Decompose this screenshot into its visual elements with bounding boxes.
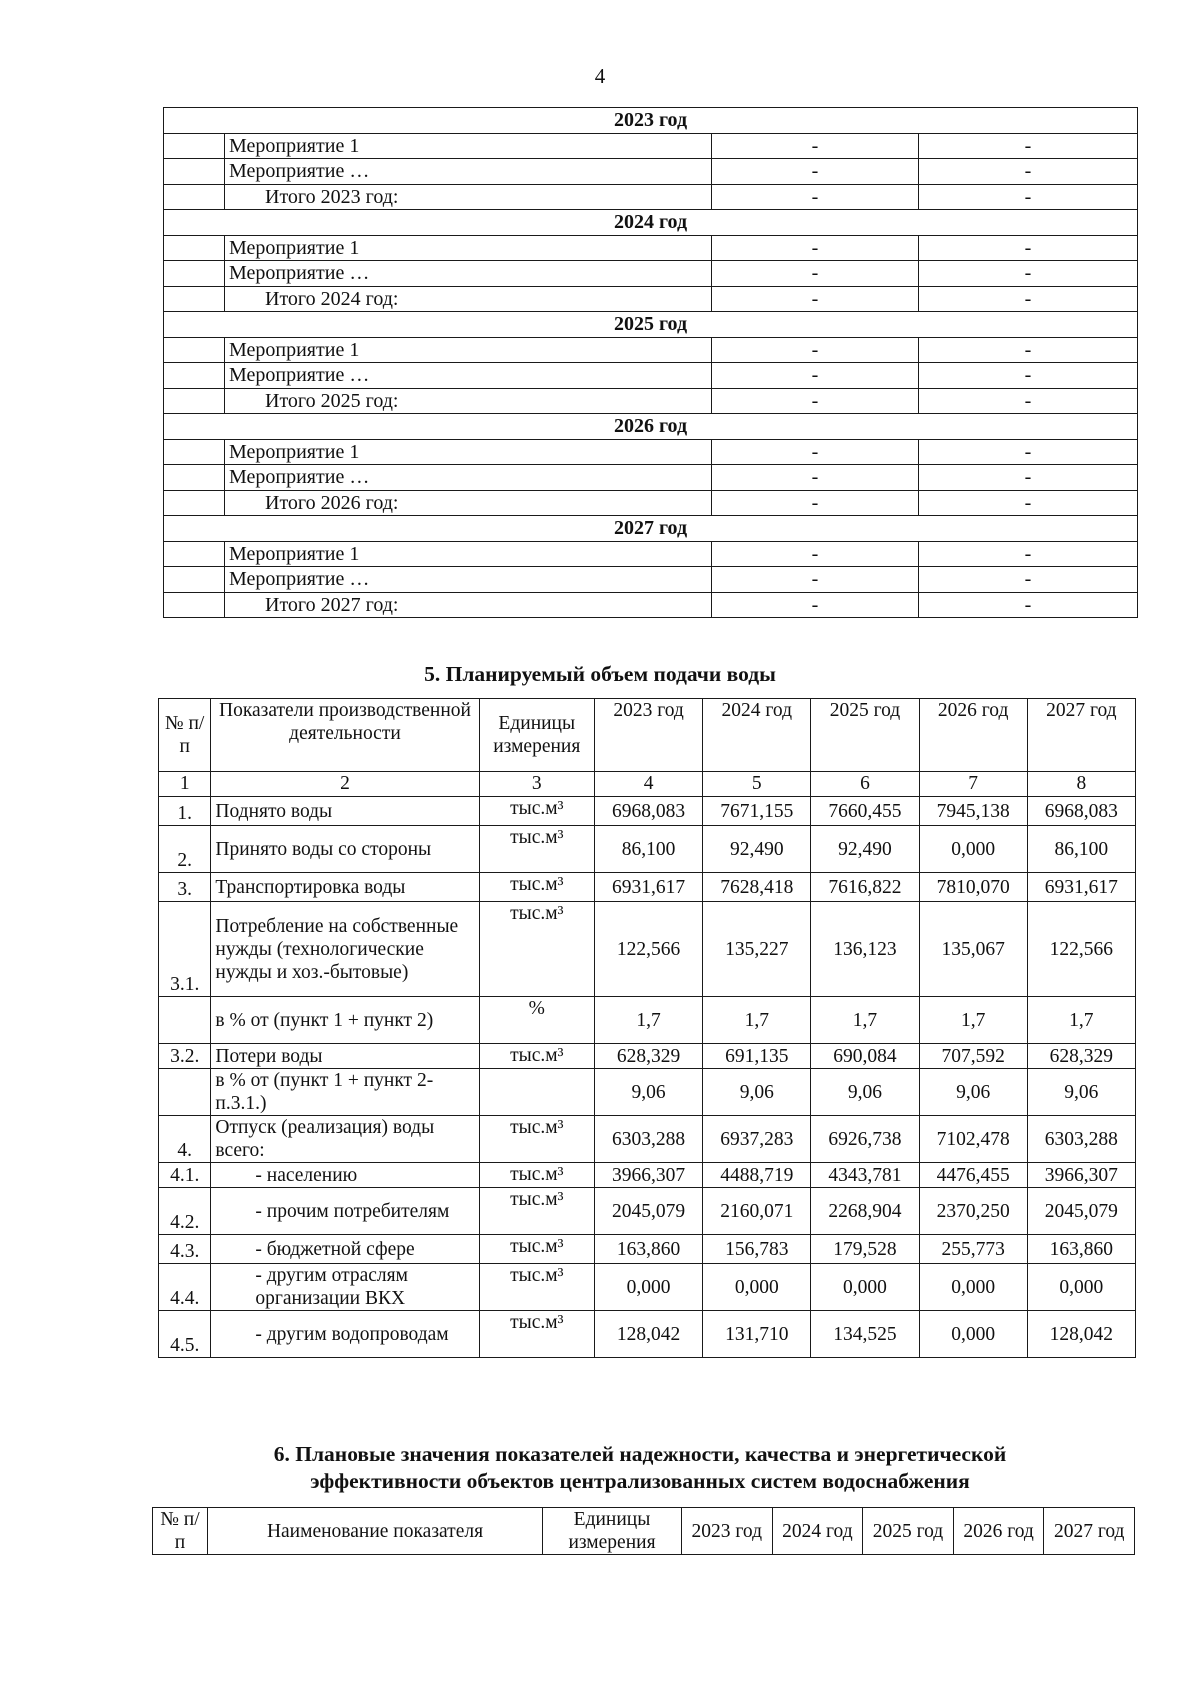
value-cell: 6303,288 — [594, 1116, 702, 1163]
column-index: 4 — [594, 772, 702, 797]
page-number: 4 — [594, 64, 606, 88]
year-title: 2026 год — [164, 414, 1138, 440]
year-header-row — [164, 210, 1138, 236]
value-cell: - — [919, 159, 1138, 185]
measure-name: Мероприятие … — [225, 261, 712, 287]
year-header-row — [164, 414, 1138, 440]
section-6-title-line2: эффективности объектов централизованных систем водоснабжения — [310, 1469, 970, 1493]
value-cell: 2370,250 — [919, 1188, 1027, 1235]
table-row — [159, 1264, 1136, 1311]
year-header-row — [164, 312, 1138, 338]
row-number-cell — [164, 490, 225, 516]
measure-name: Мероприятие 1 — [225, 439, 712, 465]
total-label: Итого 2023 год: — [225, 184, 712, 210]
row-number — [159, 997, 211, 1044]
value-cell: - — [712, 286, 919, 312]
value-cell: 690,084 — [811, 1044, 919, 1069]
value-cell: 1,7 — [811, 997, 919, 1044]
value-cell: 4343,781 — [811, 1163, 919, 1188]
unit-cell: тыс.м³ — [479, 902, 594, 997]
value-cell: - — [919, 337, 1138, 363]
value-cell: 0,000 — [703, 1264, 811, 1311]
table-row — [159, 997, 1136, 1044]
indicator-name: - прочим потребителям — [211, 1188, 479, 1235]
header-year: 2023 год — [594, 699, 702, 772]
unit-cell: тыс.м³ — [479, 1188, 594, 1235]
row-number-cell — [164, 337, 225, 363]
row-number: 2. — [159, 826, 211, 873]
table-row — [164, 592, 1138, 618]
value-cell: 156,783 — [703, 1235, 811, 1264]
header-year: 2026 год — [919, 699, 1027, 772]
value-cell: 136,123 — [811, 902, 919, 997]
value-cell: - — [919, 133, 1138, 159]
measure-name: Мероприятие 1 — [225, 541, 712, 567]
value-cell: 0,000 — [1027, 1264, 1135, 1311]
value-cell: - — [712, 184, 919, 210]
value-cell: 3966,307 — [594, 1163, 702, 1188]
value-cell: 9,06 — [811, 1069, 919, 1116]
year-title: 2023 год — [164, 108, 1138, 134]
unit-cell: тыс.м³ — [479, 797, 594, 826]
column-index: 6 — [811, 772, 919, 797]
value-cell: 128,042 — [1027, 1311, 1135, 1358]
header-year: 2027 год — [1027, 699, 1135, 772]
value-cell: 6931,617 — [594, 873, 702, 902]
table-row — [159, 797, 1136, 826]
table-row — [159, 1163, 1136, 1188]
indicator-name: - другим отраслям организации ВКХ — [211, 1264, 479, 1311]
row-number: 3.1. — [159, 902, 211, 997]
indicator-name: - другим водопроводам — [211, 1311, 479, 1358]
header-year: 2024 год — [703, 699, 811, 772]
value-cell: 6303,288 — [1027, 1116, 1135, 1163]
row-number-cell — [164, 541, 225, 567]
water-supply-table — [158, 698, 1136, 1358]
value-cell: 163,860 — [1027, 1235, 1135, 1264]
indicator-name: - населению — [211, 1163, 479, 1188]
column-index: 1 — [159, 772, 211, 797]
value-cell: 7616,822 — [811, 873, 919, 902]
row-number-cell — [164, 363, 225, 389]
value-cell: 86,100 — [594, 826, 702, 873]
table-row — [164, 490, 1138, 516]
value-cell: 2045,079 — [1027, 1188, 1135, 1235]
header-unit: Единицы измерения — [479, 699, 594, 772]
value-cell: 122,566 — [594, 902, 702, 997]
section-6-title-line1: 6. Плановые значения показателей надежности, качества и энергетической — [273, 1442, 1007, 1466]
value-cell: - — [712, 592, 919, 618]
value-cell: - — [919, 439, 1138, 465]
value-cell: - — [919, 261, 1138, 287]
row-number — [159, 1069, 211, 1116]
value-cell: 179,528 — [811, 1235, 919, 1264]
header-name: Наименование показателя — [208, 1508, 543, 1555]
value-cell: 6931,617 — [1027, 873, 1135, 902]
row-number-cell — [164, 235, 225, 261]
value-cell: - — [712, 541, 919, 567]
table-header-row — [159, 699, 1136, 772]
total-label: Итого 2024 год: — [225, 286, 712, 312]
table-row — [164, 184, 1138, 210]
row-number: 4.1. — [159, 1163, 211, 1188]
year-title: 2027 год — [164, 516, 1138, 542]
table-row — [159, 1044, 1136, 1069]
table-row — [164, 567, 1138, 593]
row-number-cell — [164, 261, 225, 287]
row-number-cell — [164, 388, 225, 414]
measure-name: Мероприятие 1 — [225, 133, 712, 159]
header-year: 2027 год — [1044, 1508, 1135, 1555]
column-index: 5 — [703, 772, 811, 797]
table-row — [164, 159, 1138, 185]
value-cell: 7810,070 — [919, 873, 1027, 902]
value-cell: - — [712, 337, 919, 363]
year-header-row — [164, 516, 1138, 542]
measure-name: Мероприятие … — [225, 159, 712, 185]
value-cell: 163,860 — [594, 1235, 702, 1264]
table-row — [164, 261, 1138, 287]
value-cell: 9,06 — [594, 1069, 702, 1116]
unit-cell: тыс.м³ — [479, 1163, 594, 1188]
table-row — [164, 439, 1138, 465]
table-row — [164, 363, 1138, 389]
measure-name: Мероприятие 1 — [225, 337, 712, 363]
table-row — [159, 902, 1136, 997]
unit-cell: тыс.м³ — [479, 1311, 594, 1358]
value-cell: 628,329 — [1027, 1044, 1135, 1069]
value-cell: 6926,738 — [811, 1116, 919, 1163]
value-cell: 7660,455 — [811, 797, 919, 826]
value-cell: 691,135 — [703, 1044, 811, 1069]
table-row — [164, 133, 1138, 159]
value-cell: 3966,307 — [1027, 1163, 1135, 1188]
value-cell: 0,000 — [919, 1311, 1027, 1358]
indicator-name: Потери воды — [211, 1044, 479, 1069]
section-5-title: 5. Планируемый объем подачи воды — [424, 662, 776, 686]
header-num: № п/п — [153, 1508, 208, 1555]
column-index: 8 — [1027, 772, 1135, 797]
row-number: 4.3. — [159, 1235, 211, 1264]
value-cell: 2045,079 — [594, 1188, 702, 1235]
row-number-cell — [164, 133, 225, 159]
indicator-name: в % от (пункт 1 + пункт 2) — [211, 997, 479, 1044]
table-row — [159, 1069, 1136, 1116]
row-number-cell — [164, 592, 225, 618]
table-row — [159, 1188, 1136, 1235]
measure-name: Мероприятие … — [225, 363, 712, 389]
measure-name: Мероприятие … — [225, 567, 712, 593]
indicator-name: Отпуск (реализация) воды всего: — [211, 1116, 479, 1163]
unit-cell: тыс.м³ — [479, 1116, 594, 1163]
row-number: 1. — [159, 797, 211, 826]
value-cell: 134,525 — [811, 1311, 919, 1358]
value-cell: 1,7 — [594, 997, 702, 1044]
column-index: 3 — [479, 772, 594, 797]
value-cell: 1,7 — [1027, 997, 1135, 1044]
row-number: 3.2. — [159, 1044, 211, 1069]
table-row — [164, 465, 1138, 491]
row-number: 4.4. — [159, 1264, 211, 1311]
value-cell: 7102,478 — [919, 1116, 1027, 1163]
unit-cell: % — [479, 997, 594, 1044]
unit-cell: тыс.м³ — [479, 1264, 594, 1311]
indicator-name: Принято воды со стороны — [211, 826, 479, 873]
value-cell: - — [712, 465, 919, 491]
value-cell: 7671,155 — [703, 797, 811, 826]
value-cell: 6968,083 — [594, 797, 702, 826]
value-cell: 6968,083 — [1027, 797, 1135, 826]
indicator-name: - бюджетной сфере — [211, 1235, 479, 1264]
table-row — [164, 541, 1138, 567]
value-cell: 9,06 — [703, 1069, 811, 1116]
value-cell: 122,566 — [1027, 902, 1135, 997]
year-title: 2025 год — [164, 312, 1138, 338]
value-cell: 128,042 — [594, 1311, 702, 1358]
total-label: Итого 2026 год: — [225, 490, 712, 516]
value-cell: 9,06 — [919, 1069, 1027, 1116]
table-row — [164, 337, 1138, 363]
indicator-name: в % от (пункт 1 + пункт 2-п.3.1.) — [211, 1069, 479, 1116]
value-cell: 135,227 — [703, 902, 811, 997]
total-label: Итого 2025 год: — [225, 388, 712, 414]
measure-name: Мероприятие 1 — [225, 235, 712, 261]
header-indicator: Показатели производственной деятельности — [211, 699, 479, 772]
value-cell: - — [712, 567, 919, 593]
value-cell: - — [712, 439, 919, 465]
table-row — [159, 826, 1136, 873]
value-cell: 2160,071 — [703, 1188, 811, 1235]
value-cell: - — [919, 465, 1138, 491]
value-cell: - — [919, 567, 1138, 593]
value-cell: 9,06 — [1027, 1069, 1135, 1116]
row-number-cell — [164, 184, 225, 210]
unit-cell: тыс.м³ — [479, 1235, 594, 1264]
value-cell: - — [712, 133, 919, 159]
header-year: 2025 год — [863, 1508, 954, 1555]
value-cell: 0,000 — [594, 1264, 702, 1311]
table-row — [159, 1311, 1136, 1358]
table-row — [159, 1116, 1136, 1163]
year-header-row — [164, 108, 1138, 134]
year-title: 2024 год — [164, 210, 1138, 236]
row-number: 4. — [159, 1116, 211, 1163]
table-row — [164, 388, 1138, 414]
value-cell: 92,490 — [703, 826, 811, 873]
value-cell: - — [919, 592, 1138, 618]
column-index: 7 — [919, 772, 1027, 797]
measures-table — [163, 107, 1138, 618]
value-cell: 707,592 — [919, 1044, 1027, 1069]
value-cell: - — [919, 541, 1138, 567]
row-number-cell — [164, 567, 225, 593]
value-cell: 86,100 — [1027, 826, 1135, 873]
value-cell: - — [919, 388, 1138, 414]
unit-cell: тыс.м³ — [479, 826, 594, 873]
table-header-row — [153, 1508, 1135, 1555]
row-number: 4.2. — [159, 1188, 211, 1235]
table-row — [164, 286, 1138, 312]
indicator-name: Поднято воды — [211, 797, 479, 826]
value-cell: - — [919, 363, 1138, 389]
value-cell: 131,710 — [703, 1311, 811, 1358]
total-label: Итого 2027 год: — [225, 592, 712, 618]
row-number-cell — [164, 439, 225, 465]
value-cell: 1,7 — [703, 997, 811, 1044]
value-cell: 4476,455 — [919, 1163, 1027, 1188]
indicator-name: Транспортировка воды — [211, 873, 479, 902]
indicator-name: Потребление на собственные нужды (технологические нужды и хоз.-бытовые) — [211, 902, 479, 997]
unit-cell: тыс.м³ — [479, 873, 594, 902]
row-number-cell — [164, 465, 225, 491]
header-num: № п/п — [159, 699, 211, 772]
value-cell: 92,490 — [811, 826, 919, 873]
row-number: 3. — [159, 873, 211, 902]
unit-cell: тыс.м³ — [479, 1044, 594, 1069]
value-cell: - — [712, 490, 919, 516]
row-number: 4.5. — [159, 1311, 211, 1358]
value-cell: 628,329 — [594, 1044, 702, 1069]
value-cell: 4488,719 — [703, 1163, 811, 1188]
header-year: 2025 год — [811, 699, 919, 772]
value-cell: 6937,283 — [703, 1116, 811, 1163]
value-cell: 7945,138 — [919, 797, 1027, 826]
value-cell: 7628,418 — [703, 873, 811, 902]
header-unit: Единицы измерения — [543, 1508, 682, 1555]
row-number-cell — [164, 286, 225, 312]
row-number-cell — [164, 159, 225, 185]
indicators-table — [152, 1507, 1135, 1555]
unit-cell — [479, 1069, 594, 1116]
table-row — [159, 1235, 1136, 1264]
value-cell: - — [712, 159, 919, 185]
value-cell: - — [712, 235, 919, 261]
section-6-title — [40, 1441, 1200, 1495]
header-year: 2023 год — [682, 1508, 773, 1555]
column-index: 2 — [211, 772, 479, 797]
column-index-row — [159, 772, 1136, 797]
value-cell: - — [919, 235, 1138, 261]
value-cell: 0,000 — [919, 826, 1027, 873]
header-year: 2024 год — [772, 1508, 863, 1555]
value-cell: 0,000 — [919, 1264, 1027, 1311]
value-cell: 2268,904 — [811, 1188, 919, 1235]
value-cell: - — [919, 490, 1138, 516]
table-row — [164, 235, 1138, 261]
value-cell: - — [712, 261, 919, 287]
value-cell: - — [712, 388, 919, 414]
value-cell: 135,067 — [919, 902, 1027, 997]
value-cell: - — [919, 286, 1138, 312]
table-row — [159, 873, 1136, 902]
value-cell: - — [712, 363, 919, 389]
value-cell: - — [919, 184, 1138, 210]
value-cell: 1,7 — [919, 997, 1027, 1044]
value-cell: 0,000 — [811, 1264, 919, 1311]
header-year: 2026 год — [953, 1508, 1044, 1555]
measure-name: Мероприятие … — [225, 465, 712, 491]
value-cell: 255,773 — [919, 1235, 1027, 1264]
